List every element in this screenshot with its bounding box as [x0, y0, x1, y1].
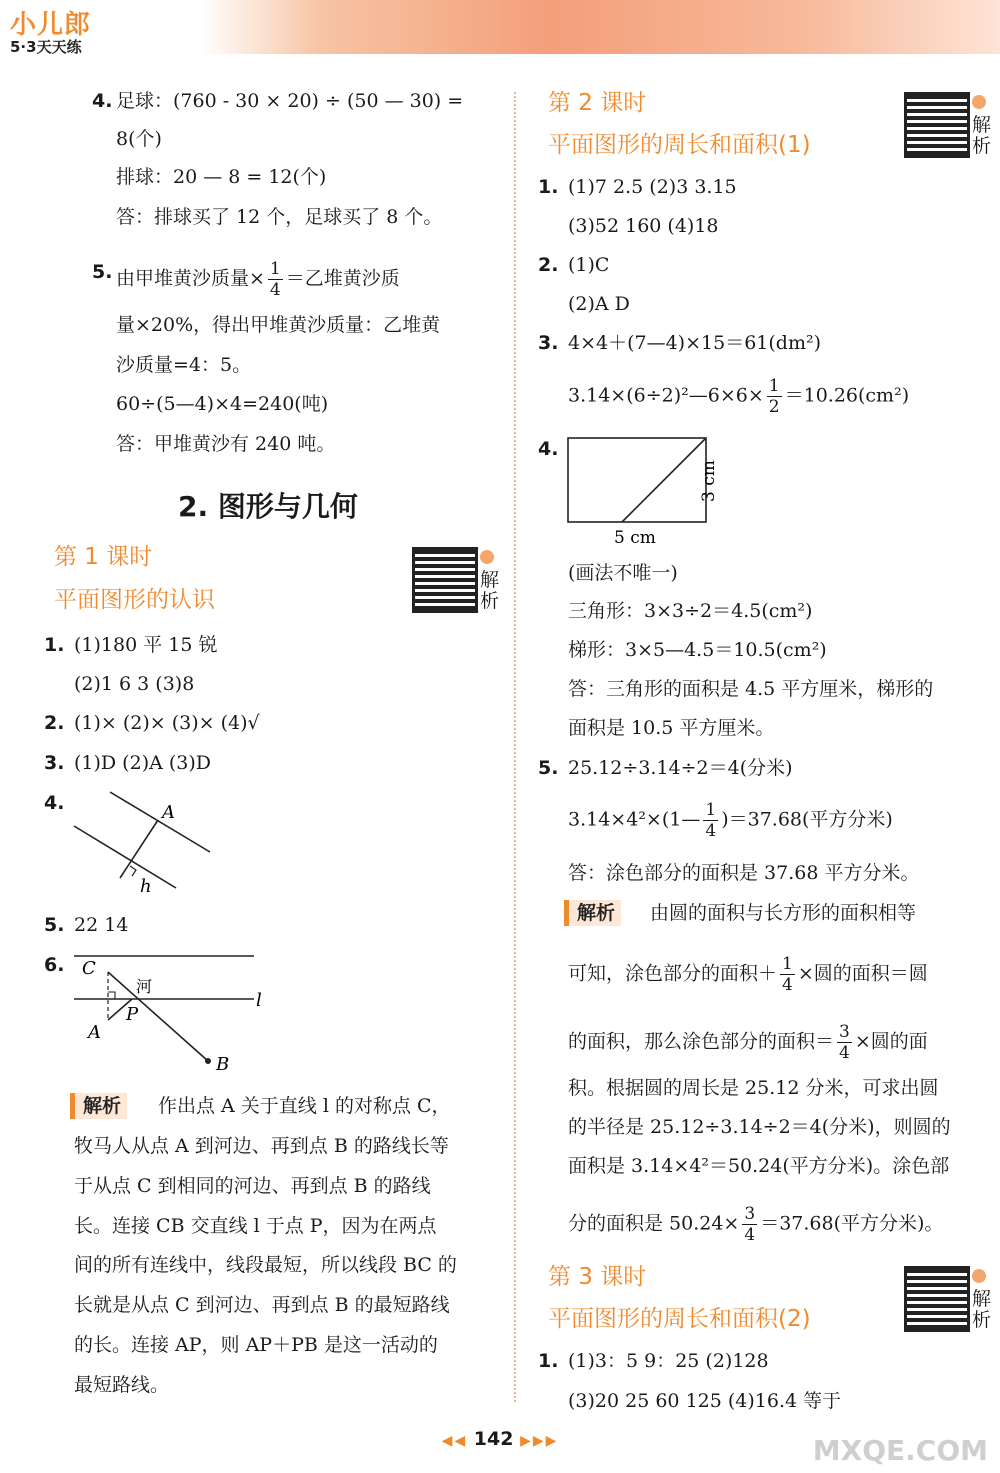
- answer-line: (1)D (2)A (3)D: [74, 752, 212, 774]
- answer-line: (1)180 平 15 锐: [74, 634, 218, 656]
- answer-line: 答：涂色部分的面积是 37.68 平方分米。: [568, 862, 920, 884]
- question-number: 2.: [538, 254, 559, 276]
- question-number: 1.: [538, 1350, 559, 1372]
- question-number: 5.: [44, 914, 65, 936]
- analysis-line: 的半径是 25.12÷3.14÷2＝4(分米)，则圆的: [568, 1116, 951, 1138]
- label-a: A: [162, 802, 175, 823]
- fraction: [268, 259, 283, 300]
- fraction: [780, 954, 795, 995]
- play-icon: [972, 95, 986, 109]
- answer-line: (1)× (2)× (3)× (4)√: [74, 712, 260, 734]
- question-number: 6.: [44, 954, 65, 976]
- answer-line: 沙质量=4：5。: [116, 354, 252, 376]
- qr-label: 解析: [972, 114, 992, 157]
- answer-line: (3)20 25 60 125 (4)16.4 等于: [568, 1390, 842, 1412]
- fraction: [837, 1022, 852, 1063]
- text-part: ×圆的面积＝圆: [797, 962, 928, 985]
- lesson-title: 第 1 课时: [54, 544, 153, 570]
- question-number: 1.: [44, 634, 65, 656]
- analysis-tag: 解析: [70, 1093, 127, 1119]
- analysis-line: [568, 1022, 928, 1063]
- label-p: P: [126, 1004, 139, 1025]
- lesson-subtitle: 平面图形的周长和面积(1): [548, 132, 811, 158]
- analysis-line: 长就是从点 C 到河边、再到点 B 的最短路线: [74, 1294, 450, 1316]
- denominator: 4: [782, 975, 793, 995]
- analysis-line: 由圆的面积与长方形的面积相等: [650, 902, 917, 924]
- brand-logo: 小儿郎: [10, 10, 92, 40]
- answer-line: (2)A D: [568, 293, 630, 315]
- analysis-line: 于从点 C 到相同的河边、再到点 B 的路线: [74, 1175, 431, 1197]
- analysis-line: [568, 954, 928, 995]
- answer-line: 8(个): [116, 128, 162, 150]
- denominator: 4: [839, 1043, 850, 1063]
- question-number: 4.: [44, 792, 65, 814]
- analysis-line: 长。连接 CB 交直线 l 于点 P，因为在两点: [74, 1215, 437, 1237]
- denominator: 4: [744, 1225, 756, 1245]
- play-icon: [972, 1269, 986, 1283]
- answer-line: (画法不唯一): [568, 562, 678, 584]
- page-number: 142: [473, 1428, 514, 1450]
- answer-line: 答：排球买了 12 个，足球买了 8 个。: [116, 206, 443, 228]
- answer-line: 面积是 10.5 平方厘米。: [568, 717, 775, 739]
- text-part: ×圆的面: [854, 1030, 928, 1053]
- analysis-line: 最短路线。: [74, 1374, 170, 1396]
- label-river: 河: [136, 977, 153, 996]
- answer-line: 22 14: [74, 914, 129, 936]
- height-label: 3 cm: [699, 460, 719, 502]
- question-number: 1.: [538, 176, 559, 198]
- fraction: [767, 376, 782, 417]
- prev-arrows-icon: ◀◀: [441, 1433, 468, 1449]
- label-h: h: [140, 876, 152, 897]
- question-number: 2.: [44, 712, 65, 734]
- text-part: ＝37.68(平方分米)。: [760, 1212, 944, 1235]
- width-label: 5 cm: [614, 528, 656, 548]
- question-number: 3.: [538, 332, 559, 354]
- text-part: 由甲堆黄沙质量×: [116, 267, 265, 290]
- answer-line: [116, 259, 400, 300]
- numerator: 1: [269, 259, 281, 279]
- numerator: 3: [744, 1204, 756, 1224]
- analysis-line: 作出点 A 关于直线 l 的对称点 C，: [158, 1095, 451, 1117]
- numerator: 3: [839, 1022, 850, 1042]
- label-c: C: [82, 958, 96, 979]
- answer-line: 三角形：3×3÷2＝4.5(cm²): [568, 600, 813, 622]
- header-banner: [0, 0, 1000, 54]
- numerator: 1: [768, 376, 780, 396]
- label-a: A: [88, 1022, 101, 1043]
- fraction: [703, 800, 718, 841]
- analysis-tag: 解析: [564, 900, 621, 926]
- answer-line: 60÷(5—4)×4=240(吨): [116, 393, 329, 415]
- answer-line: 梯形：3×5—4.5＝10.5(cm²): [568, 639, 827, 661]
- column-divider: [514, 92, 516, 1402]
- next-arrows-icon: ▶▶▶: [520, 1433, 559, 1449]
- river-path-figure: [70, 948, 270, 1078]
- question-number: 4.: [92, 90, 113, 112]
- numerator: 1: [782, 954, 793, 974]
- qr-label: 解析: [972, 1288, 992, 1331]
- analysis-line: 的长。连接 AP，则 AP＋PB 是这一活动的: [74, 1334, 438, 1356]
- analysis-line: 间的所有连线中，线段最短，所以线段 BC 的: [74, 1254, 457, 1276]
- question-number: 3.: [44, 752, 65, 774]
- qr-code[interactable]: [904, 92, 970, 158]
- answer-line: (1)C: [568, 254, 610, 276]
- answer-line: (1)7 2.5 (2)3 3.15: [568, 176, 737, 198]
- text-part: 3.14×4²×(1—: [568, 808, 701, 831]
- answer-line: 答：三角形的面积是 4.5 平方厘米，梯形的: [568, 678, 934, 700]
- brand-subtitle: 5·3天天练: [10, 38, 82, 56]
- analysis-line: 积。根据圆的周长是 25.12 分米，可求出圆: [568, 1077, 939, 1099]
- answer-line: 25.12÷3.14÷2＝4(分米): [568, 757, 793, 779]
- denominator: 4: [269, 280, 281, 300]
- watermark: MXQE.COM: [812, 1434, 988, 1467]
- answer-line: (1)3：5 9：25 (2)128: [568, 1350, 769, 1372]
- qr-code[interactable]: [904, 1266, 970, 1332]
- answer-line: 答：甲堆黄沙有 240 吨。: [116, 433, 336, 455]
- answer-line: [568, 800, 893, 841]
- analysis-line: 牧马人从点 A 到河边、再到点 B 的路线长等: [74, 1135, 449, 1157]
- text-part: 3.14×(6÷2)²—6×6×: [568, 384, 764, 407]
- label-b: B: [216, 1054, 230, 1075]
- answer-line: (3)52 160 (4)18: [568, 215, 719, 237]
- parallel-lines-figure: [60, 780, 230, 900]
- numerator: 1: [705, 800, 717, 820]
- lesson-subtitle: 平面图形的周长和面积(2): [548, 1306, 811, 1332]
- question-number: 5.: [538, 757, 559, 779]
- answer-line: 排球：20 — 8 = 12(个): [116, 166, 327, 188]
- text-part: ＝乙堆黄沙质: [285, 267, 400, 290]
- answer-line: 4×4＋(7—4)×15＝61(dm²): [568, 332, 821, 354]
- lesson-subtitle: 平面图形的认识: [54, 587, 215, 613]
- answer-line: [568, 376, 909, 417]
- qr-code[interactable]: [412, 547, 478, 613]
- text-part: ＝10.26(cm²): [784, 384, 910, 407]
- question-number: 5.: [92, 261, 113, 283]
- text-part: 分的面积是 50.24×: [568, 1212, 740, 1235]
- play-icon: [480, 550, 494, 564]
- qr-label: 解析: [480, 569, 500, 612]
- answer-line: 足球：(760 - 30 × 20) ÷ (50 — 30) =: [116, 90, 464, 112]
- label-l: l: [256, 990, 262, 1011]
- rectangle-figure: [566, 436, 736, 548]
- denominator: 4: [705, 821, 717, 841]
- analysis-line: [568, 1204, 943, 1245]
- section-title: 2. 图形与几何: [178, 490, 358, 523]
- lesson-title: 第 3 课时: [548, 1264, 647, 1290]
- lesson-title: 第 2 课时: [548, 90, 647, 116]
- answer-line: (2)1 6 3 (3)8: [74, 673, 195, 695]
- answer-line: 量×20%，得出甲堆黄沙质量：乙堆黄: [116, 314, 441, 336]
- text-part: 的面积，那么涂色部分的面积＝: [568, 1030, 835, 1053]
- text-part: )＝37.68(平方分米): [721, 808, 893, 831]
- question-number: 4.: [538, 438, 559, 460]
- fraction: [742, 1204, 757, 1245]
- analysis-line: 面积是 3.14×4²＝50.24(平方分米)。涂色部: [568, 1155, 950, 1177]
- text-part: 可知，涂色部分的面积＋: [568, 962, 778, 985]
- denominator: 2: [768, 397, 780, 417]
